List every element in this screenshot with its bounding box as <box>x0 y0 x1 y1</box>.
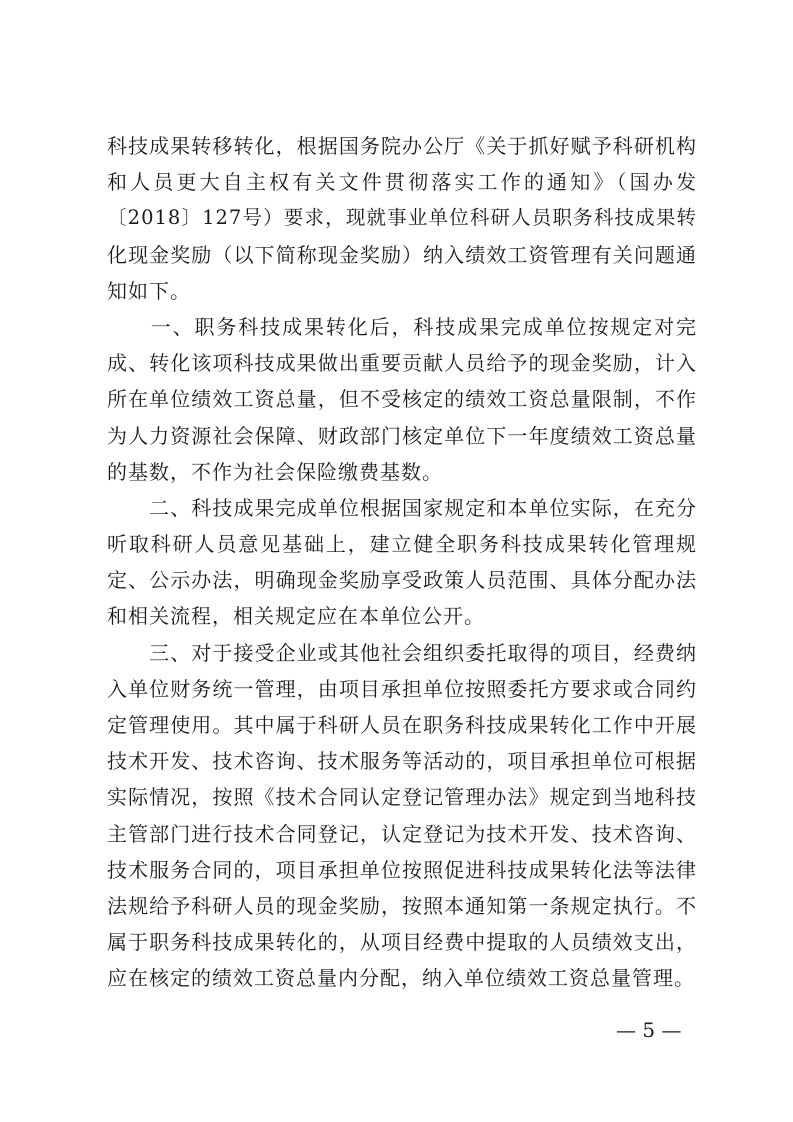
text-line: 实际情况，按照《技术合同认定登记管理办法》规定到当地科技 <box>107 785 697 810</box>
text-line: 入单位财务统一管理，由项目承担单位按照委托方要求或合同约 <box>107 676 697 701</box>
text-line: 技术服务合同的，项目承担单位按照促进科技成果转化法等法律 <box>107 857 697 882</box>
text-line: 定管理使用。其中属于科研人员在职务科技成果转化工作中开展 <box>107 713 697 737</box>
text-line: 一、职务科技成果转化后，科技成果完成单位按规定对完 <box>107 314 697 339</box>
text-line: 主管部门进行技术合同登记，认定登记为技术开发、技术咨询、 <box>107 821 697 846</box>
text-line: 定、公示办法，明确现金奖励享受政策人员范围、具体分配办法 <box>107 568 697 593</box>
text-line: 和人员更大自主权有关文件贯彻落实工作的通知》（国办发 <box>107 170 697 195</box>
text-line: 所在单位绩效工资总量，但不受核定的绩效工资总量限制，不作 <box>107 387 697 412</box>
text-line: 的基数，不作为社会保险缴费基数。 <box>107 459 443 484</box>
body-text <box>107 128 697 997</box>
text-line: 属于职务科技成果转化的，从项目经费中提取的人员绩效支出， <box>107 930 697 955</box>
text-line: 和相关流程，相关规定应在本单位公开。 <box>107 604 485 629</box>
text-line: 听取科研人员意见基础上，建立健全职务科技成果转化管理规 <box>107 532 697 557</box>
text-line: 二、科技成果完成单位根据国家规定和本单位实际，在充分 <box>107 495 697 520</box>
text-line: 成、转化该项科技成果做出重要贡献人员给予的现金奖励，计入 <box>107 351 697 376</box>
text-line: 化现金奖励（以下简称现金奖励）纳入绩效工资管理有关问题通 <box>107 242 697 267</box>
text-line: 为人力资源社会保障、财政部门核定单位下一年度绩效工资总量 <box>107 423 697 448</box>
text-line: 三、对于接受企业或其他社会组织委托取得的项目，经费纳 <box>107 640 697 665</box>
text-line: 科技成果转移转化，根据国务院办公厅《关于抓好赋予科研机构 <box>107 134 697 158</box>
text-line: 应在核定的绩效工资总量内分配，纳入单位绩效工资总量管理。 <box>107 966 695 991</box>
text-line: 〔2018〕127号）要求，现就事业单位科研人员职务科技成果转 <box>107 206 697 230</box>
page-number: — 5 — <box>616 1018 682 1042</box>
text-line: 技术开发、技术咨询、技术服务等活动的，项目承担单位可根据 <box>107 749 697 774</box>
text-line: 法规给予科研人员的现金奖励，按照本通知第一条规定执行。不 <box>107 893 697 918</box>
text-line: 知如下。 <box>107 278 191 303</box>
